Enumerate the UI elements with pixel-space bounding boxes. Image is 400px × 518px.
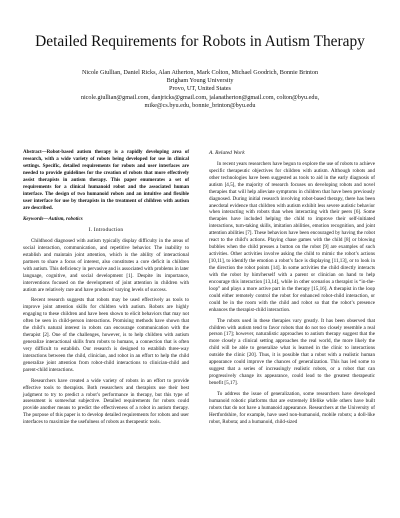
related-work-paragraph-1: In recent years researchers have begun to explore the use of robots to achieve specific therapeutic objectives for children with autism. Although robots and other technologies have been suggested as tools to aid in the early diagnosis of autism [4,5], the majority of research focuses on developing robots and novel therapies that will help alleviate symptoms in children that have been previously diagnosed. During initial research involving robot-based therapy, there has been anecdotal evidence that children with autism exhibit less severe autistic behavior when interacting with robots than when interacting with their peers [6]. Some therapies have included helping the child to improve their self-initiated interactions, turn-taking skills, imitation abilities, emotion recognition, and joint attention abilities [7]. These behaviors have been encouraged by having the robot react to the child’s actions. Playing chase games with the child [8] or blowing bubbles when the child presses a button on the robot [9] are examples of such activities. Other activities involve asking the child to mimic the robot’s actions [10,11], to identify the emotion a robot’s face is displaying [11,13], or to look in the direction the robot points [14]. In some activities the child directly interacts with the robot by him/herself with a parent or clinician on hand to help encourage this interaction [13,14], while in other scenarios a therapist is “in-the-loop” and plays a more active part in the therapy [15,16]. A therapist in the loop could either remotely control the robot for enhanced robot-child interaction, or could be in the room with the child and robot so that the robot’s presence enhances the therapist-child interaction.: [209, 160, 375, 313]
email-line-1: nicole.giullian@gmail.com, danjricks@gmail.com, jalanatherton@gmail.com, colton@byu.edu,: [80, 93, 320, 101]
section-heading-introduction: I. Introduction: [88, 227, 124, 234]
related-work-paragraph-3: To address the issue of generalization, some researchers have developed humanoid robotic platforms that are extremely lifelike while others have built robots that do not have a humanoid appearance. Researchers at the University of Hertfordshire, for example, have used non-humanoid, mobile robots; a doll-like robot, Robota; and a humanoid, child-sized: [209, 390, 375, 425]
abstract: Abstract—Robot-based autism therapy is a rapidly developing area of research, with a wide variety of robots being developed for use in clinical settings. Specific, detailed requirements for robots and user interfaces are needed to provide guidelines for the creation of robots that more effectively assist therapists in autism therapy. This paper enumerates a set of requirements for a clinical humanoid robot and the associated human interface. The design of two humanoid robots and an intuitive and flexible user interface for use by therapists in the treatment of children with autism are described.: [23, 150, 189, 211]
location: Provo, UT, United States: [169, 85, 231, 93]
intro-paragraph-3: Researchers have created a wide variety of robots in an effort to provide effective tools to therapists. Both researchers and therapists use their best judgment to try to predict a robot’s performance in therapy, but this type of assessment is somewhat subjective. Detailed requirements for robots could provide another means to predict the effectiveness of a robot in autism therapy. The purpose of this paper is to develop detailed requirements for robots and user interfaces to maximize the usefulness of robots as therapeutic tools.: [23, 377, 189, 426]
intro-paragraph-2: Recent research suggests that robots may be used effectively as tools to improve joint attention skills for children with autism. Robots are highly engaging to these children and have been shown to elicit behaviors that may not often be seen in child-person interactions. Promising methods have shown that the child’s natural interest in robots can encourage communication with the therapist [2]. One of the challenges, however, is to help children with autism generalize interactional skills from robots to humans, a connection that is often very difficult to establish. Our research is designed to establish three-way interactions between the child, clinician, and robot in an effort to help the child generalize joint attention from robot-child interactions to clinician-child and parent-child interactions.: [23, 297, 189, 373]
author-block: [20, 69, 380, 110]
related-work-paragraph-2: The robots used in these therapies vary greatly. It has been observed that children with autism tend to favor robots that do not too closely resemble a real person [17]; however, naturalistic approaches to autism therapy suggest that the more closely a clinical setting approaches the real world, the more likely the child will be able to generalize what is learned in the clinic to interactions outside the clinic [20]. Thus, it is possible that a robot with a realistic human appearance could improve the chances of generalization. This has led some to suggest that a series of increasingly realistic robots, or a robot that can progressively change its appearance, could lead to the greatest therapeutic benefit [5,17].: [209, 317, 375, 387]
intro-paragraph-1: Childhood diagnosed with autism typically display difficulty in the areas of social interaction, communication, and repetitive behavior. The inability to establish and maintain joint attention, which is the ability of interactional partners to share a focus of interest, also constitutes a core deficit in children with autism. This deficiency in pervasive and is associated with problems in later language, cognitive, and social development [1]. Despite its importance, interventions focused on the development of joint attention in children with autism are relatively rare and have produced varying levels of success.: [23, 237, 189, 293]
subsection-heading-related-work: A. Related Work: [209, 150, 245, 156]
affiliation: Brigham Young University: [166, 77, 234, 85]
author-list: Nicole Giullian, Daniel Ricks, Alan Atherton, Mark Colton, Michael Goodrich, Bonnie Brinton: [81, 69, 319, 76]
keywords: Keywords—Autism, robotics: [23, 216, 83, 223]
right-column: [209, 150, 375, 426]
left-column: [23, 150, 189, 426]
paper-title: Detailed Requirements for Robots in Autism Therapy: [35, 33, 365, 50]
email-line-2: mike@cs.byu.edu, bonnie_brinton@byu.edu: [144, 101, 256, 109]
